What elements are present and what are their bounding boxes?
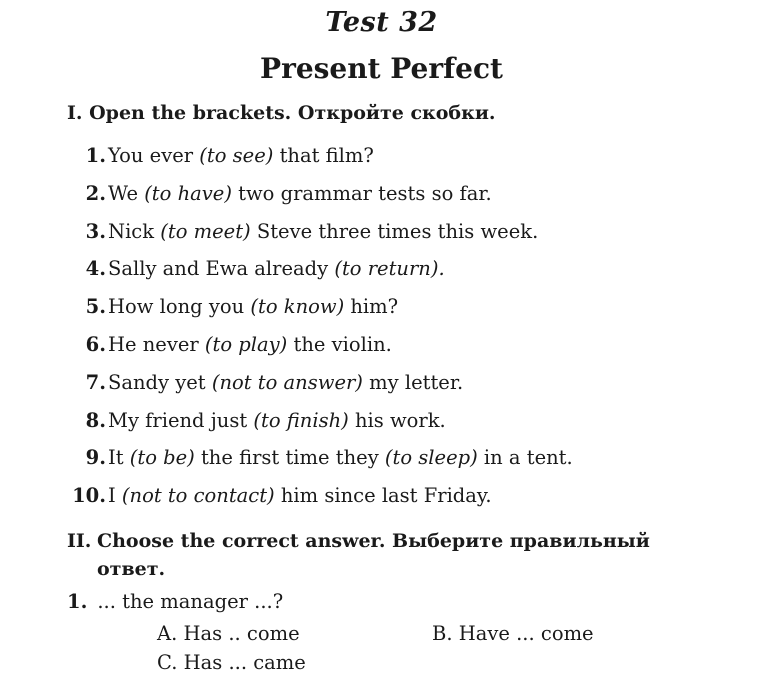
question-1 xyxy=(67,590,283,613)
answer-option-c: C. Has ... came xyxy=(157,651,306,674)
item-text-end: my letter. xyxy=(362,370,464,394)
item-number: 7. xyxy=(85,370,106,394)
item-number: 6. xyxy=(85,332,106,356)
section-2-heading-line2: ответ. xyxy=(97,558,166,580)
item-text: Sally and Ewa already xyxy=(108,257,335,281)
item-text-end: his work. xyxy=(348,408,446,432)
item-number: 10. xyxy=(72,484,106,508)
answer-option-b: B. Have ... come xyxy=(432,622,594,645)
exercise-item xyxy=(67,365,573,403)
item-text-end: Steve three times this week. xyxy=(250,219,539,243)
exercise-item xyxy=(67,176,573,214)
section-2-heading xyxy=(67,527,707,583)
section-2-heading-line1: Choose the correct answer. Выберите правильный xyxy=(97,530,650,552)
item-text: You ever xyxy=(108,144,200,167)
item-text-middle: the first time they xyxy=(194,446,385,470)
item-verb-hint: (to be) xyxy=(129,446,195,470)
item-text-end: him since last Friday. xyxy=(274,484,492,508)
item-text-end: two grammar tests so far. xyxy=(231,181,492,205)
exercise-item xyxy=(67,327,573,365)
item-text: Sandy yet xyxy=(108,370,212,394)
item-text: I xyxy=(108,484,122,508)
item-text: My friend just xyxy=(108,408,254,432)
test-title: Test 32 xyxy=(325,7,438,38)
item-text: It xyxy=(108,446,130,470)
item-verb-hint: (not to contact) xyxy=(121,484,275,508)
item-verb-hint: (to see) xyxy=(199,144,274,167)
item-number: 1. xyxy=(85,144,106,167)
item-text-end: him? xyxy=(344,295,399,319)
exercise-item xyxy=(67,138,573,176)
test-subtitle: Present Perfect xyxy=(260,52,503,85)
item-verb-hint: (to return). xyxy=(334,257,445,281)
exercise-item xyxy=(67,403,573,441)
exercise-item xyxy=(67,214,573,252)
item-text: Nick xyxy=(108,219,161,243)
exercise-item xyxy=(67,289,573,327)
item-verb-hint: (to have) xyxy=(144,181,232,205)
item-number: 3. xyxy=(85,219,106,243)
item-verb-hint: (to know) xyxy=(250,295,345,319)
item-number: 5. xyxy=(85,295,106,319)
item-number: 4. xyxy=(85,257,106,281)
item-number: 2. xyxy=(85,181,106,205)
exercise-item xyxy=(67,478,573,516)
section-1-heading: I. Open the brackets. Откройте скобки. xyxy=(67,102,496,124)
item-text: He never xyxy=(108,332,205,356)
item-text: How long you xyxy=(108,295,251,319)
question-number: 1. xyxy=(67,590,88,613)
answer-option-a: A. Has .. come xyxy=(157,622,300,645)
item-number: 9. xyxy=(85,446,106,470)
exercise-item xyxy=(67,251,573,289)
item-verb-hint-2: (to sleep) xyxy=(384,446,478,470)
exercise-1-list xyxy=(67,138,573,516)
item-text: We xyxy=(108,181,145,205)
item-text-end: the violin. xyxy=(287,332,392,356)
item-text-end: in a tent. xyxy=(477,446,573,470)
question-text: ... the manager ...? xyxy=(97,590,284,613)
exercise-item xyxy=(67,440,573,478)
section-2-number: II. xyxy=(67,530,92,552)
item-verb-hint: (to meet) xyxy=(160,219,251,243)
item-number: 8. xyxy=(85,408,106,432)
item-verb-hint: (to finish) xyxy=(253,408,349,432)
item-text-end: that film? xyxy=(273,144,374,167)
item-verb-hint: (not to answer) xyxy=(211,370,363,394)
item-verb-hint: (to play) xyxy=(204,332,288,356)
